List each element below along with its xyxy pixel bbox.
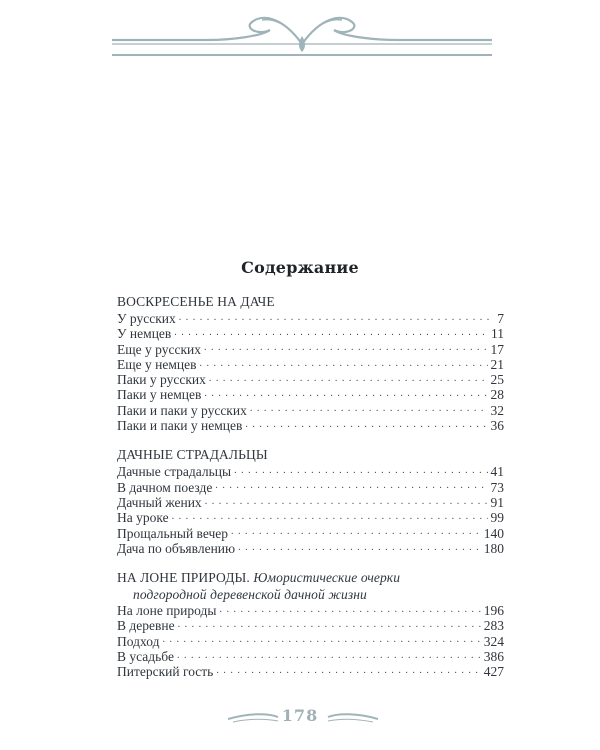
dot-leader <box>179 311 494 323</box>
dot-leader <box>216 664 480 676</box>
entry-page-number: 140 <box>483 525 504 541</box>
dot-leader <box>219 603 480 615</box>
entry-title: Дача по объявлению <box>117 540 236 556</box>
dot-leader <box>205 495 488 507</box>
entry-page-number: 427 <box>483 664 504 680</box>
entry-page-number: 91 <box>490 494 504 510</box>
toc-entry[interactable] <box>117 464 504 479</box>
dot-leader <box>204 387 487 399</box>
section-subtitle-continued: подгородной деревенской дачной жизни <box>133 587 367 603</box>
dot-leader <box>177 649 481 661</box>
dot-leader <box>174 326 488 338</box>
entry-title: На лоне природы <box>117 603 217 619</box>
entry-title: У русских <box>117 311 176 326</box>
dot-leader <box>199 357 487 369</box>
dot-leader <box>204 342 488 354</box>
toc-section <box>117 446 504 556</box>
toc-entry[interactable] <box>117 526 504 541</box>
section-title: ВОСКРЕСЕНЬЕ НА ДАЧЕ <box>117 294 275 309</box>
section-subtitle: Юмористические очерки <box>253 570 401 586</box>
dot-leader <box>162 634 480 646</box>
entry-title: Паки у русских <box>117 372 206 388</box>
dot-leader <box>209 372 488 384</box>
entry-page-number: 17 <box>490 341 504 357</box>
dot-leader <box>231 526 481 538</box>
toc-entry[interactable] <box>117 311 504 326</box>
toc-entry[interactable] <box>117 418 504 433</box>
toc-title: Содержание <box>241 258 359 277</box>
entry-page-number: 73 <box>490 479 504 495</box>
entry-page-number: 28 <box>490 387 504 403</box>
entry-page-number: 36 <box>490 418 504 434</box>
toc-entry[interactable] <box>117 603 504 618</box>
toc-entry[interactable] <box>117 480 504 495</box>
entry-title: Паки и паки у немцев <box>117 418 243 434</box>
entry-title: Паки и паки у русских <box>117 402 247 418</box>
toc-entry[interactable] <box>117 495 504 510</box>
entry-page-number: 180 <box>483 540 504 556</box>
toc-entry[interactable] <box>117 649 504 664</box>
toc-entry[interactable] <box>117 357 504 372</box>
entry-page-number: 32 <box>490 402 504 418</box>
entry-page-number: 324 <box>483 633 504 649</box>
toc-section <box>117 293 504 433</box>
entry-title: На уроке <box>117 510 169 526</box>
entry-title: Еще у немцев <box>117 356 197 372</box>
entry-page-number: 41 <box>490 464 504 480</box>
entry-page-number: 283 <box>483 618 504 634</box>
toc-entry[interactable] <box>117 510 504 525</box>
toc-entry[interactable] <box>117 618 504 633</box>
header-ornament <box>112 6 492 60</box>
toc-entry[interactable] <box>117 664 504 679</box>
entry-title: В деревне <box>117 618 175 634</box>
dot-leader <box>238 541 481 553</box>
page-number: 178 <box>281 706 319 725</box>
entry-page-number: 25 <box>490 372 504 388</box>
entry-title: У немцев <box>117 326 172 342</box>
entry-title: Питерский гость <box>117 664 214 680</box>
section-title: ДАЧНЫЕ СТРАДАЛЬЦЫ <box>117 447 268 463</box>
entry-title: Прощальный вечер <box>117 525 229 541</box>
toc-entry[interactable] <box>117 387 504 402</box>
dot-leader <box>178 618 481 630</box>
entry-title: Дачные страдальцы <box>117 464 232 480</box>
entry-page-number: 11 <box>491 326 504 342</box>
table-of-contents <box>117 293 504 693</box>
dot-leader <box>172 510 488 522</box>
toc-entry[interactable] <box>117 326 504 341</box>
section-title-text: НА ЛОНЕ ПРИРОДЫ. <box>117 570 250 586</box>
dot-leader <box>215 480 487 492</box>
entry-page-number: 386 <box>483 649 504 665</box>
entry-title: В усадьбе <box>117 649 174 665</box>
toc-entry[interactable] <box>117 403 504 418</box>
dot-leader <box>245 418 487 430</box>
section-title <box>117 569 504 603</box>
toc-section <box>117 569 504 679</box>
toc-entry[interactable] <box>117 342 504 357</box>
entry-title: Паки у немцев <box>117 387 202 403</box>
toc-entry[interactable] <box>117 541 504 556</box>
entry-page-number: 196 <box>483 603 504 619</box>
entry-page-number: 99 <box>490 510 504 526</box>
entry-title: Дачный жених <box>117 494 202 510</box>
entry-title: В дачном поезде <box>117 479 213 495</box>
toc-entry[interactable] <box>117 372 504 387</box>
entry-title: Еще у русских <box>117 341 201 357</box>
dot-leader <box>250 403 488 415</box>
entry-title: Подход <box>117 633 160 649</box>
dot-leader <box>234 464 487 476</box>
entry-page-number: 21 <box>490 356 504 372</box>
entry-page-number: 7 <box>497 311 504 326</box>
toc-entry[interactable] <box>117 634 504 649</box>
